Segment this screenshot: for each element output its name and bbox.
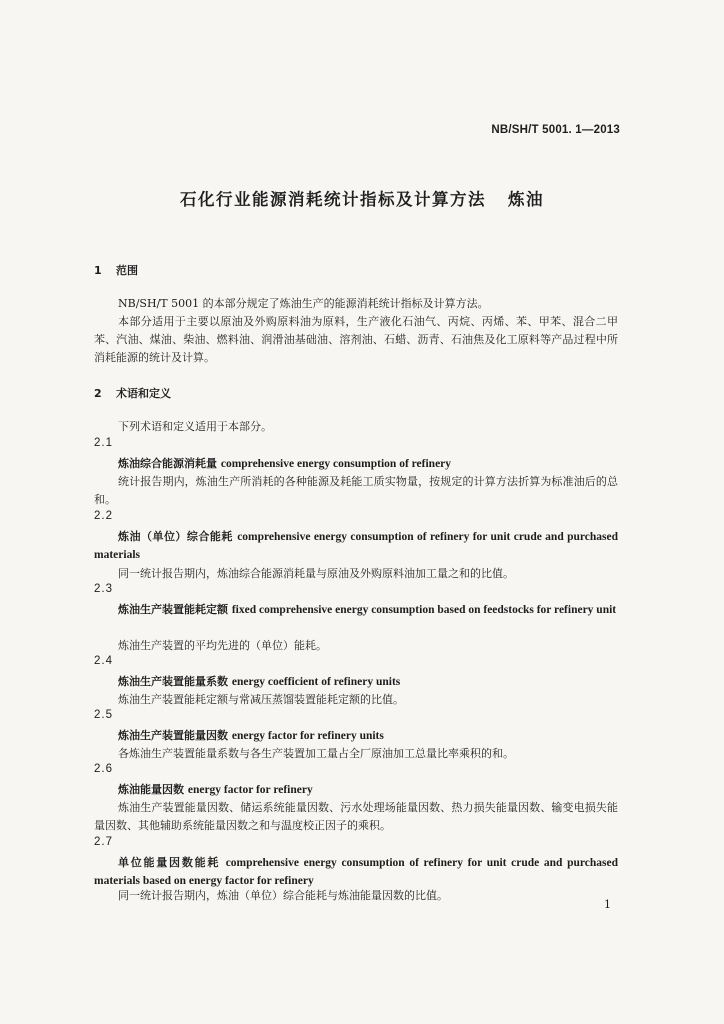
term-number: 2.1 (94, 437, 113, 449)
term-definition: 炼油生产装置能耗定额与常减压蒸馏装置能耗定额的比值。 (118, 693, 404, 706)
section-1-paragraph-1: NB/SH/T 5001 的本部分规定了炼油生产的能源消耗统计指标及计算方法。 (118, 297, 489, 310)
section-1-heading: 1 范围 (94, 264, 138, 277)
term-title: 炼油（单位）综合能耗 comprehensive energy consumption of refinery for unit crude and purchased materials (94, 530, 618, 561)
term-number: 2.7 (94, 836, 113, 848)
page-number: 1 (604, 898, 611, 911)
title-main: 石化行业能源消耗统计指标及计算方法 (180, 190, 486, 209)
term-number: 2.4 (94, 655, 113, 667)
term-title: 炼油综合能源消耗量 comprehensive energy consumption of refinery (118, 457, 452, 470)
term-number: 2.5 (94, 709, 113, 721)
term-number: 2.3 (94, 583, 113, 595)
term-definition: 炼油生产装置的平均先进的（单位）能耗。 (118, 639, 327, 652)
term-definition: 同一统计报告期内，炼油（单位）综合能耗与炼油能量因数的比值。 (118, 889, 448, 902)
term-title: 炼油能量因数 energy factor for refinery (118, 783, 313, 796)
term-number: 2.6 (94, 763, 113, 775)
standard-code: NB/SH/T 5001. 1—2013 (491, 124, 620, 136)
section-1-paragraph-2: 本部分适用于主要以原油及外购原料油为原料，生产液化石油气、丙烷、丙烯、苯、甲苯、混合二甲苯、汽油、煤油、柴油、燃料油、润滑油基础油、溶剂油、石蜡、沥青、石油焦及化工原料等产品过程中所消耗能源的统计及计算。 (94, 315, 618, 364)
section-2-heading: 2 术语和定义 (94, 387, 171, 400)
document-title (0, 186, 724, 210)
section-2-intro: 下列术语和定义适用于本部分。 (118, 420, 272, 433)
term-title: 单位能量因数能耗 comprehensive energy consumption of refinery for unit crude and purchased materials based on energy factor for refinery (94, 856, 618, 887)
term-definition: 各炼油生产装置能量系数与各生产装置加工量占全厂原油加工总量比率乘积的和。 (118, 747, 514, 760)
term-title: 炼油生产装置能量因数 energy factor for refinery units (118, 729, 384, 742)
term-definition: 炼油生产装置能量因数、储运系统能量因数、污水处理场能量因数、热力损失能量因数、输变电损失能量因数、其他辅助系统能量因数之和与温度校正因子的乘积。 (94, 801, 618, 832)
term-title: 炼油生产装置能耗定额 fixed comprehensive energy consumption based on feedstocks for refinery unit (118, 603, 617, 616)
title-sub: 炼油 (508, 190, 544, 209)
term-definition: 统计报告期内，炼油生产所消耗的各种能源及耗能工质实物量，按规定的计算方法折算为标准油后的总和。 (94, 475, 618, 506)
term-definition: 同一统计报告期内，炼油综合能源消耗量与原油及外购原料油加工量之和的比值。 (118, 567, 514, 580)
term-title: 炼油生产装置能量系数 energy coefficient of refinery units (118, 675, 401, 688)
term-number: 2.2 (94, 510, 113, 522)
